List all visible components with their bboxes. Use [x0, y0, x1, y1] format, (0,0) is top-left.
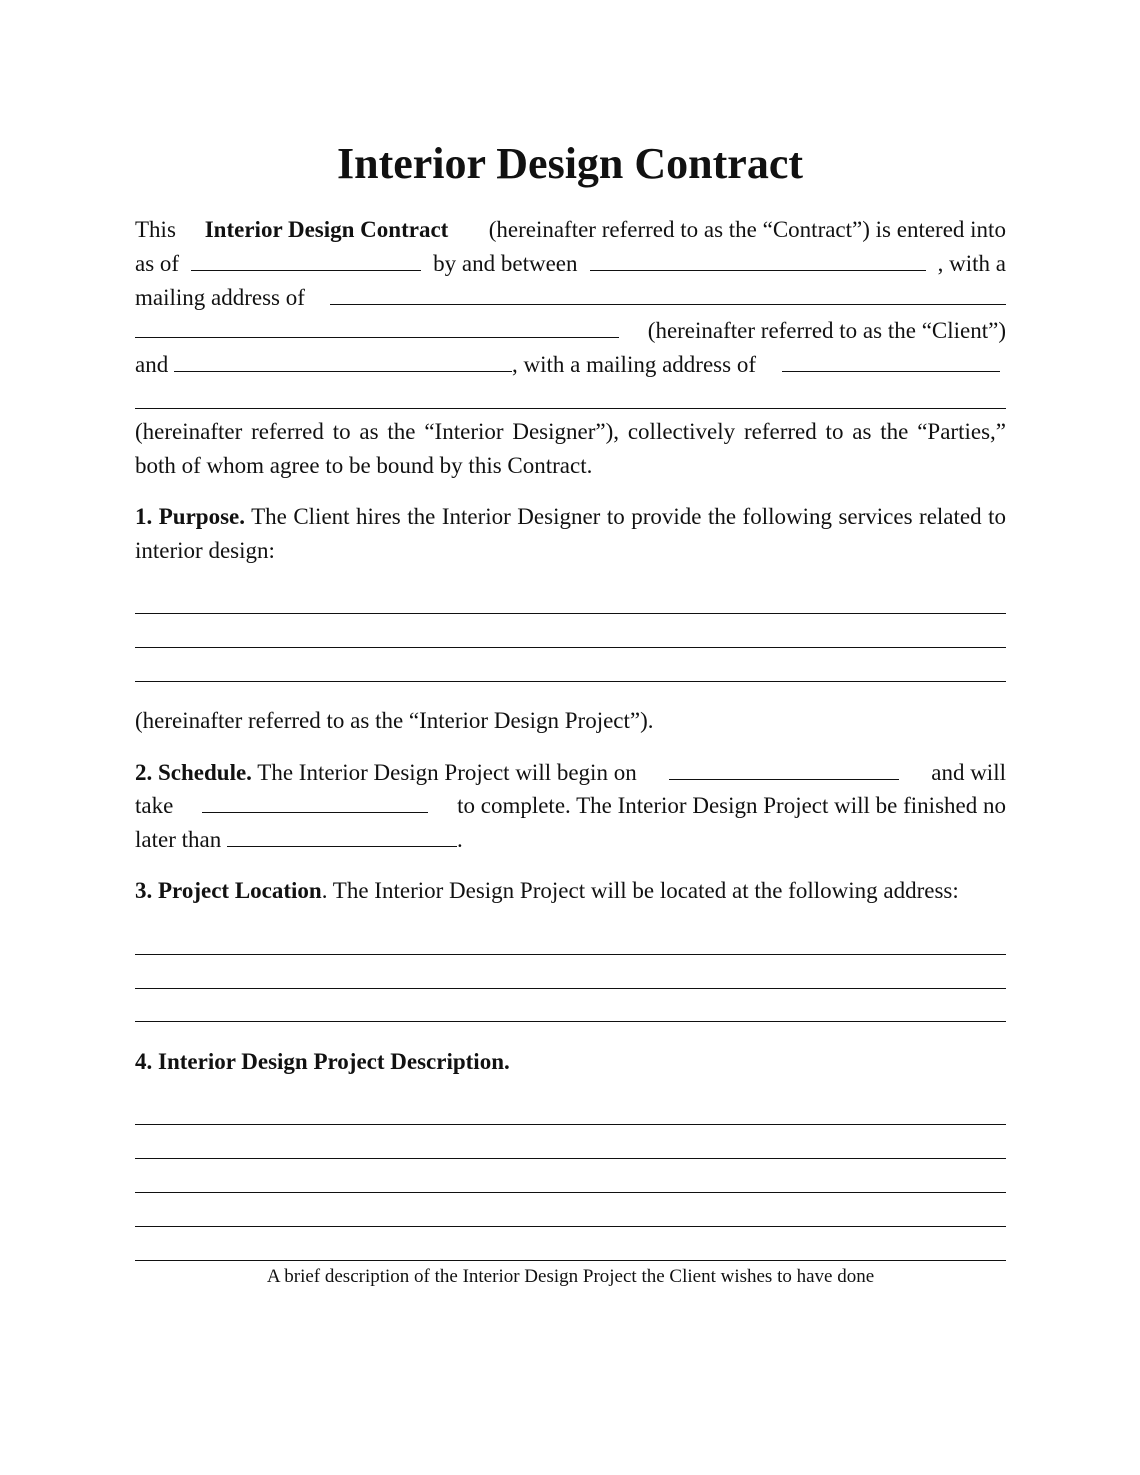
section-location [135, 874, 1006, 908]
intro-with-a: , with a [937, 251, 1006, 276]
schedule-line-1 [135, 756, 1006, 790]
intro-as-of: as of [135, 251, 180, 276]
schedule-to-complete: to complete. The Interior Design Project will be finished no [457, 793, 1006, 818]
location-text: . The Interior Design Project will be located at the following address: [321, 878, 959, 903]
description-line-5[interactable] [135, 1260, 1006, 1261]
schedule-and-will: and will [931, 760, 1006, 785]
location-line-3[interactable] [135, 1021, 1006, 1022]
intro-by-and-between: by and between [433, 251, 578, 276]
intro-line-3 [135, 281, 1006, 315]
schedule-line-2 [135, 789, 1006, 823]
purpose-closing: (hereinafter referred to as the “Interior Design Project”). [135, 708, 654, 733]
intro-contract-name: Interior Design Contract [204, 217, 449, 242]
designer-name-field[interactable] [174, 349, 512, 372]
section-purpose [135, 500, 1006, 567]
description-caption: A brief description of the Interior Design Project the Client wishes to have done [266, 1266, 875, 1287]
schedule-take: take [135, 793, 174, 818]
description-heading: 4. Interior Design Project Description. [135, 1049, 510, 1074]
intro-mailing-address-of: mailing address of [135, 285, 305, 310]
client-address-field-1[interactable] [330, 282, 1006, 305]
intro-line-5 [135, 348, 1006, 382]
schedule-heading: 2. Schedule. [135, 760, 252, 785]
purpose-line-1[interactable] [135, 613, 1006, 614]
schedule-period: . [456, 827, 463, 852]
purpose-text: The Client hires the Interior Designer to provide the following services related to interior design: [135, 504, 1006, 563]
schedule-later-than: later than [135, 827, 222, 852]
intro-client-ref: (hereinafter referred to as the “Client”) [647, 318, 1006, 343]
description-line-3[interactable] [135, 1192, 1006, 1193]
description-line-4[interactable] [135, 1226, 1006, 1227]
client-address-field-2[interactable] [135, 315, 619, 338]
effective-date-field[interactable] [191, 248, 421, 271]
schedule-text-begin: The Interior Design Project will begin on [257, 760, 637, 785]
intro-line-4 [135, 314, 1006, 348]
intro-designer-ref: (hereinafter referred to as the “Interior Designer”), collectively referred to as the “Parties,” both of whom agree to be bound by this Contract. [135, 419, 1006, 478]
purpose-heading: 1. Purpose. [135, 504, 245, 529]
page-title: Interior Design Contract [337, 139, 803, 188]
intro-this: This [135, 217, 176, 242]
location-heading: 3. Project Location [135, 878, 322, 903]
duration-field[interactable] [202, 790, 428, 813]
location-line-1[interactable] [135, 954, 1006, 955]
finish-date-field[interactable] [227, 824, 457, 847]
intro-with-mailing-address-of: , with a mailing address of [511, 352, 756, 377]
intro-line-1 [135, 213, 1006, 247]
client-name-field[interactable] [590, 248, 926, 271]
intro-after-name: (hereinafter referred to as the “Contract”) is entered into [488, 217, 1006, 242]
purpose-line-2[interactable] [135, 647, 1006, 648]
location-line-2[interactable] [135, 988, 1006, 989]
designer-address-field-2[interactable] [135, 408, 1006, 409]
description-line-2[interactable] [135, 1158, 1006, 1159]
purpose-line-3[interactable] [135, 681, 1006, 682]
start-date-field[interactable] [669, 757, 899, 780]
intro-and: and [135, 352, 169, 377]
intro-line-2 [135, 247, 1006, 281]
designer-address-field-1[interactable] [782, 349, 1000, 372]
description-line-1[interactable] [135, 1124, 1006, 1125]
schedule-line-3 [135, 823, 1006, 857]
